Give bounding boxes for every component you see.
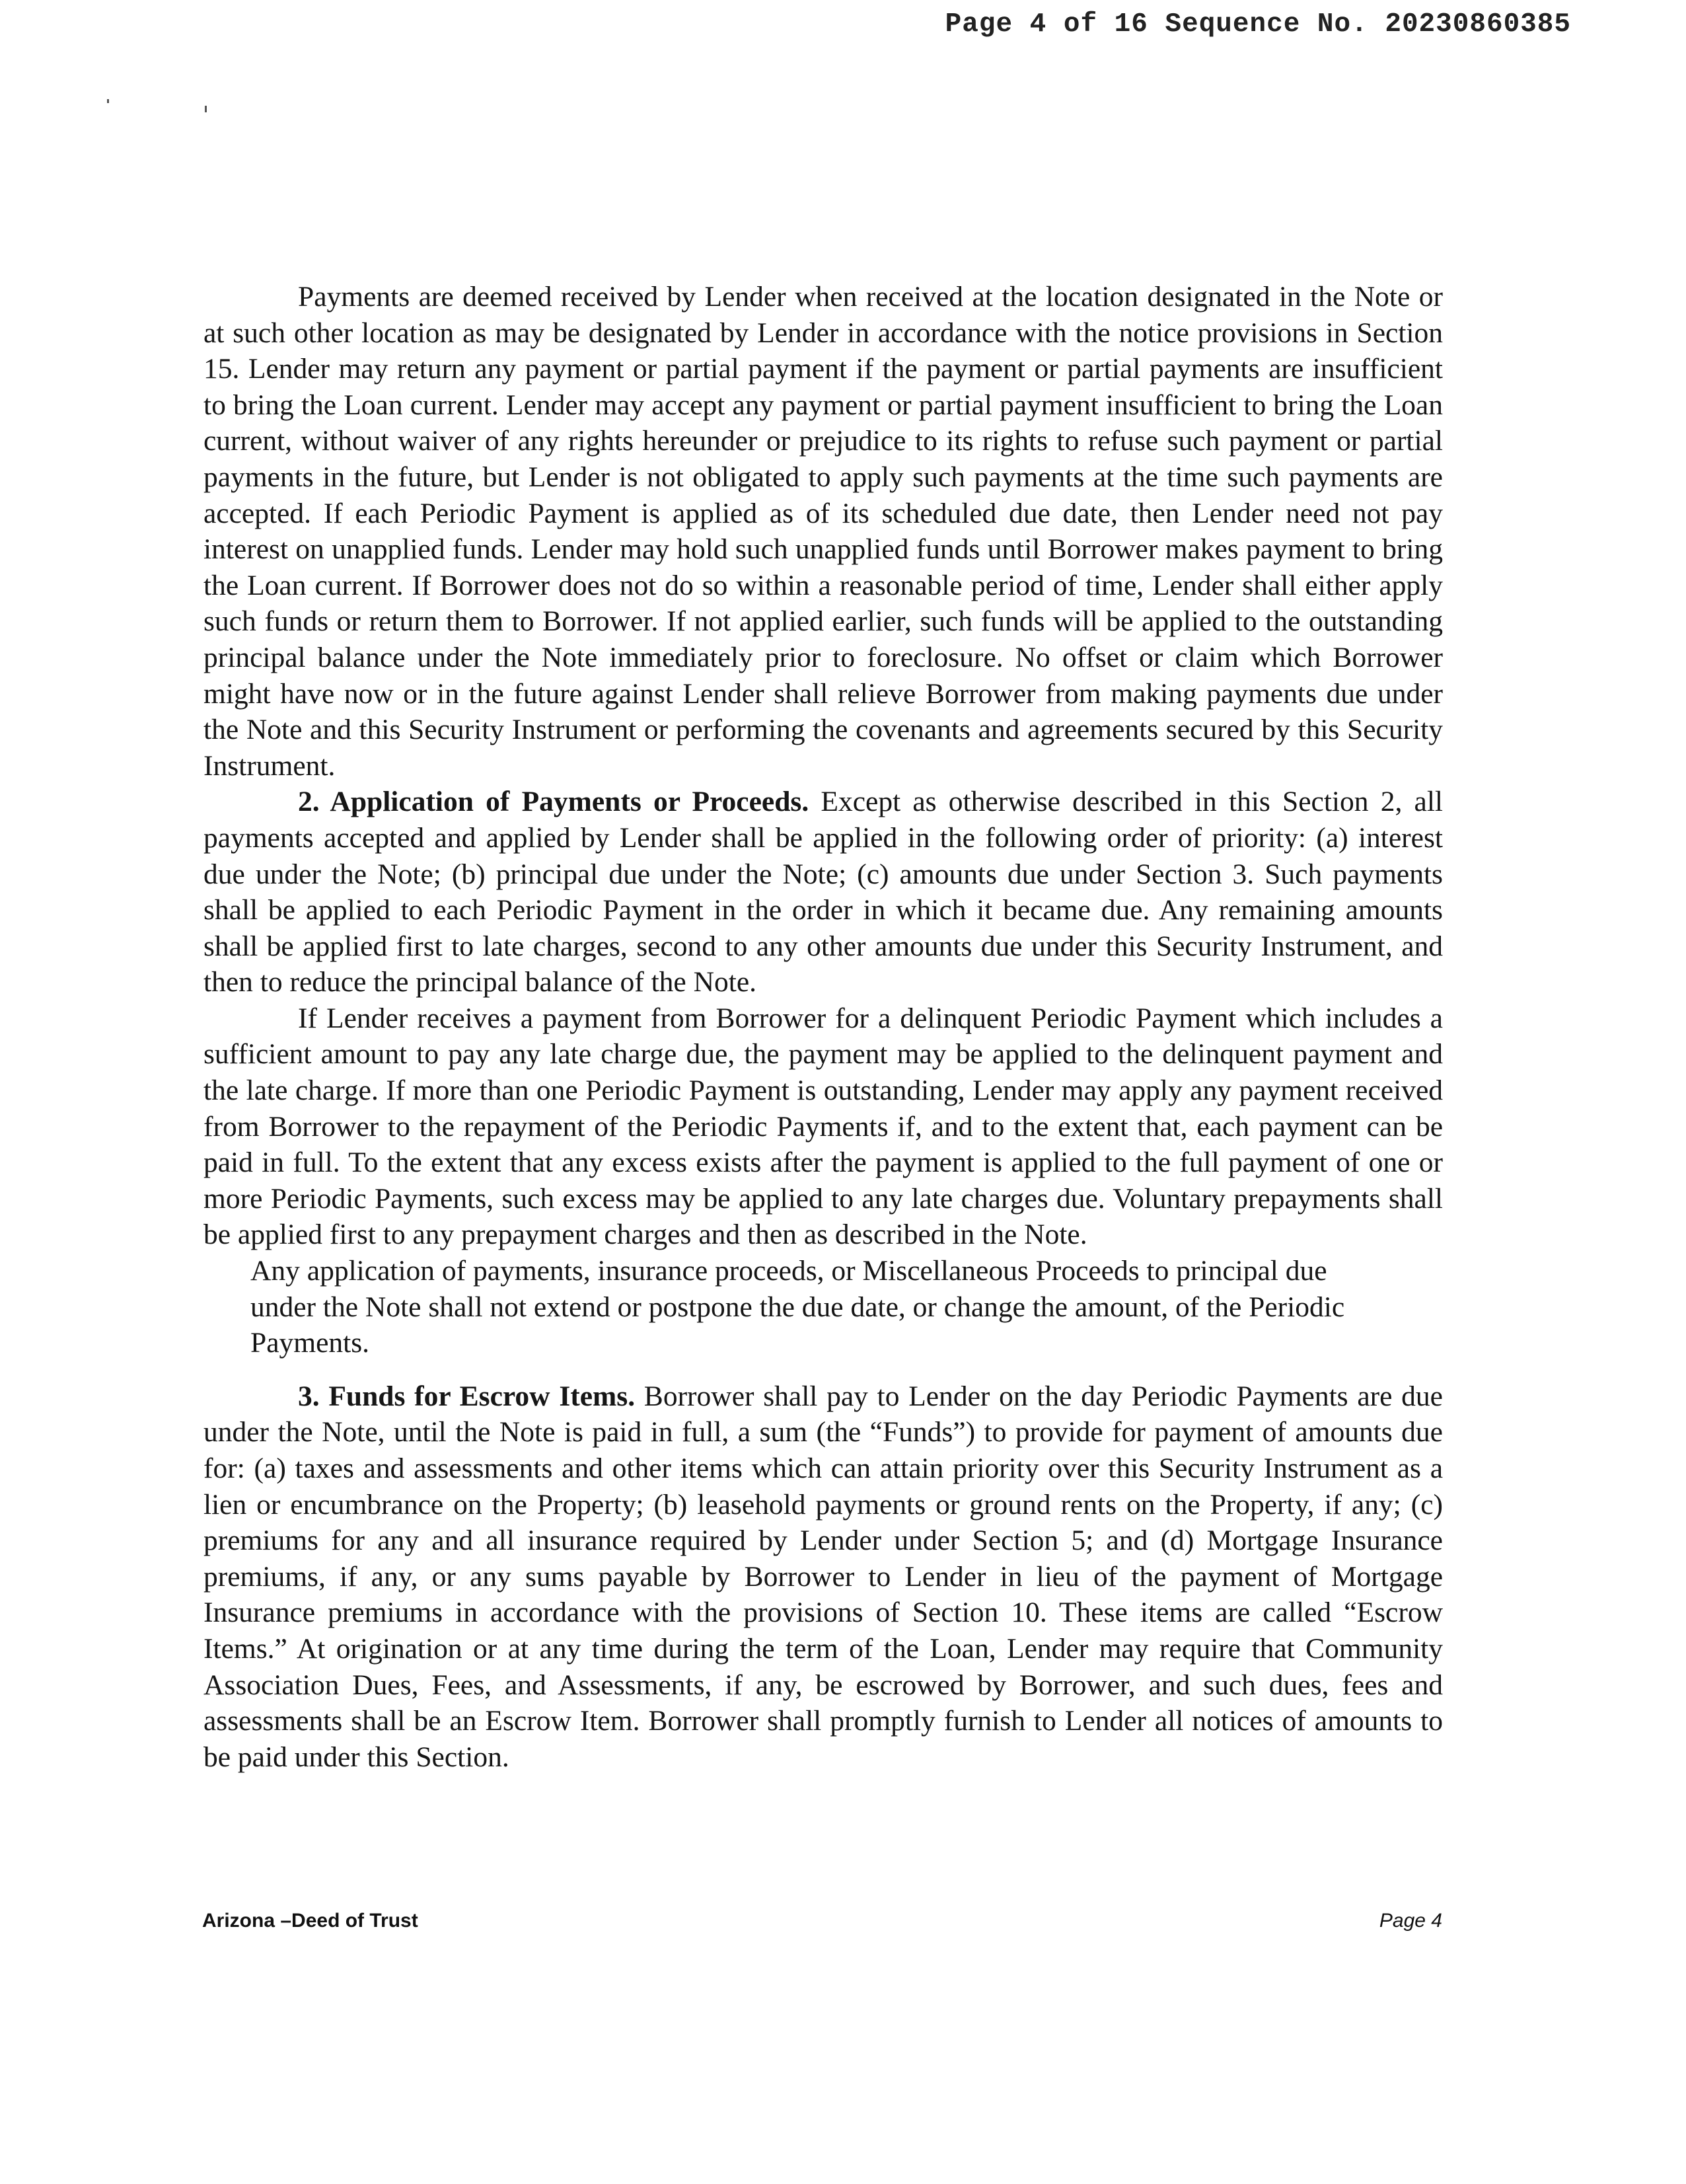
section-2-paragraph xyxy=(203,784,1443,1000)
section-3-text: Borrower shall pay to Lender on the day Periodic Payments are due under the Note, until the Note is paid in full, a sum (the “Funds”) to provide for payment of amounts due for: (a) taxes and assessments and other items which can attain priority over this Security Instrument as a lien or encumbrance on the Property; (b) leasehold payments or ground rents on the Property, if any; (c) premiums for any and all insurance required by Lender under Section 5; and (d) Mortgage Insurance premiums, if any, or any sums payable by Borrower to Lender in lieu of the payment of Mortgage Insurance premiums in accordance with the provisions of Section 10. These items are called “Escrow Items.” At origination or at any time during the term of the Loan, Lender may require that Community Association Dues, Fees, and Assessments, if any, be escrowed by Borrower, and such dues, fees and assessments shall be an Escrow Item. Borrower shall promptly furnish to Lender all notices of amounts to be paid under this Section. xyxy=(203,1380,1443,1773)
page-sequence-stamp: Page 4 of 16 Sequence No. 20230860385 xyxy=(945,9,1571,40)
document-body xyxy=(203,279,1443,1775)
section-3-paragraph xyxy=(203,1378,1443,1776)
application-of-payments-paragraph: Any application of payments, insurance proceeds, or Miscellaneous Proceeds to principal due under the Note shall not extend or postpone the due date, or change the amount, of the Periodic Payments. xyxy=(250,1255,1345,1359)
footer-page-number: Page 4 xyxy=(1379,1910,1442,1932)
section-2-heading: 2. Application of Payments or Proceeds. xyxy=(298,786,809,818)
scan-speck xyxy=(205,106,207,112)
footer-document-title: Arizona –Deed of Trust xyxy=(202,1910,418,1932)
payments-received-paragraph: Payments are deemed received by Lender when received at the location designated in the Note or at such other location as may be designated by Lender in accordance with the notice provisions in Section 15. Lender may return any payment or partial payment if the payment or partial payments are insufficient to bring the Loan current. Lender may accept any payment or partial payment insufficient to bring the Loan current, without waiver of any rights hereunder or prejudice to its rights to refuse such payment or partial payments in the future, but Lender is not obligated to apply such payments at the time such payments are accepted. If each Periodic Payment is applied as of its scheduled due date, then Lender need not pay interest on unapplied funds. Lender may hold such unapplied funds until Borrower makes payment to bring the Loan current. If Borrower does not do so within a reasonable period of time, Lender shall either apply such funds or return them to Borrower. If not applied earlier, such funds will be applied to the outstanding principal balance under the Note immediately prior to foreclosure. No offset or claim which Borrower might have now or in the future against Lender shall relieve Borrower from making payments due under the Note and this Security Instrument or performing the covenants and agreements secured by this Security Instrument. xyxy=(203,281,1443,782)
section-2-text: Except as otherwise described in this Section 2, all payments accepted and applied by Lender shall be applied in the following order of priority: (a) interest due under the Note; (b) principal due under the Note; (c) amounts due under Section 3. Such payments shall be applied to each Periodic Payment in the order in which it became due. Any remaining amounts shall be applied first to late charges, second to any other amounts due under this Security Instrument, and then to reduce the principal balance of the Note. xyxy=(203,786,1443,998)
delinquent-payment-paragraph: If Lender receives a payment from Borrower for a delinquent Periodic Payment which includes a sufficient amount to pay any late charge due, the payment may be applied to the delinquent payment and the late charge. If more than one Periodic Payment is outstanding, Lender may apply any payment received from Borrower to the repayment of the Periodic Payments if, and to the extent that, each payment can be paid in full. To the extent that any excess exists after the payment is applied to the full payment of one or more Periodic Payments, such excess may be applied to any late charges due. Voluntary prepayments shall be applied first to any prepayment charges and then as described in the Note. xyxy=(203,1002,1443,1251)
section-3-heading: 3. Funds for Escrow Items. xyxy=(298,1380,636,1412)
scan-speck xyxy=(107,99,109,103)
